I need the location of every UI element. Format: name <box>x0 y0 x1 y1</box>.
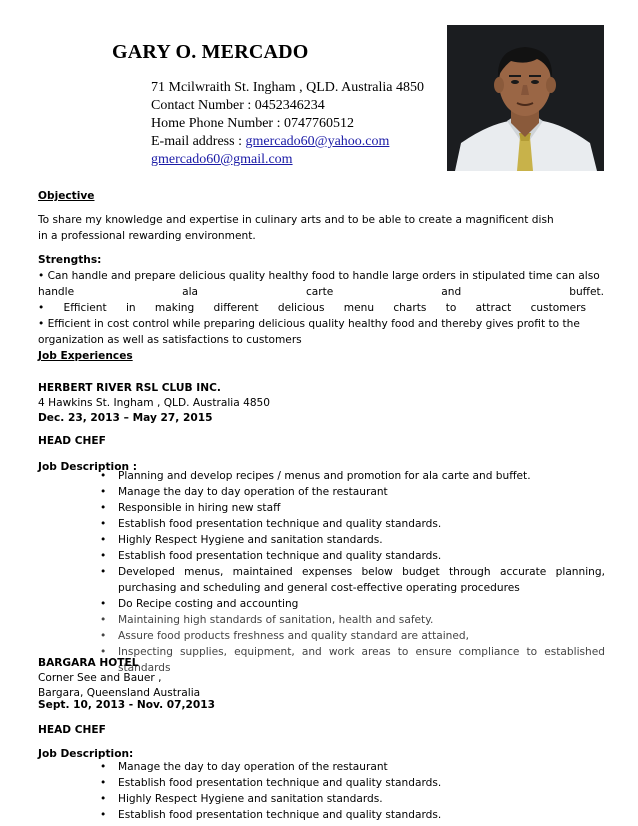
duty-text: Establish food presentation technique and quality standards. <box>118 550 442 562</box>
job2-employer: BARGARA HOTEL <box>38 657 139 669</box>
list-item <box>100 807 605 823</box>
email-link-yahoo[interactable]: gmercado60@yahoo.com <box>245 134 390 149</box>
duty-text: Highly Respect Hygiene and sanitation standards. <box>118 534 383 546</box>
address-line: 71 Mcilwraith St. Ingham , QLD. Australia 4850 <box>151 80 424 95</box>
list-item <box>100 532 605 548</box>
strength-line-3: • Efficient in making different delicious menu charts to attract customers <box>38 302 586 314</box>
email-line <box>151 133 424 151</box>
email-link-gmail[interactable]: gmercado60@gmail.com <box>151 152 293 167</box>
list-item <box>100 516 605 532</box>
list-item <box>100 500 605 516</box>
strength-line-5: organization as well as satisfactions to customers <box>38 334 302 346</box>
duty-text: Inspecting supplies, equipment, and work areas to ensure compliance to established standards <box>118 646 605 674</box>
duty-text: Maintaining high standards of sanitation, health and safety. <box>118 614 434 626</box>
duty-text: Assure food products freshness and quality standard are attained, <box>118 630 469 642</box>
strength-line-1: • Can handle and prepare delicious quality healthy food to handle large orders in stipulated time can also <box>38 270 600 282</box>
profile-photo <box>447 25 604 171</box>
list-item <box>100 628 605 644</box>
duty-text: Establish food presentation technique and quality standards. <box>118 809 442 821</box>
strength-line-2: handle ala carte and buffet. <box>38 286 604 298</box>
bullet-icon: • <box>100 777 107 789</box>
home-phone-line: Home Phone Number : 0747760512 <box>151 116 354 131</box>
duty-text: Establish food presentation technique and quality standards. <box>118 518 442 530</box>
job1-description-heading: Job Description : <box>38 461 137 473</box>
list-item <box>100 468 605 484</box>
bullet-icon: • <box>100 793 107 805</box>
duty-text: Manage the day to day operation of the restaurant <box>118 761 388 773</box>
bullet-icon: • <box>100 809 107 821</box>
job1-dates: Dec. 23, 2013 – May 27, 2015 <box>38 412 213 424</box>
bullet-icon: • <box>100 470 107 482</box>
job2-dates: Sept. 10, 2013 - Nov. 07,2013 <box>38 699 216 711</box>
list-item <box>100 596 605 612</box>
duty-text: Developed menus, maintained expenses below budget through accurate planning, purchasing and scheduling and general cost-effective operating procedures <box>118 566 605 594</box>
job2-title: HEAD CHEF <box>38 724 106 736</box>
bullet-icon: • <box>100 518 107 530</box>
bullet-icon: • <box>100 566 107 578</box>
list-item <box>100 791 605 807</box>
job2-address-1: Corner See and Bauer , <box>38 672 162 684</box>
job-experiences-heading: Job Experiences <box>38 350 133 362</box>
bullet-icon: • <box>100 486 107 498</box>
job1-address: 4 Hawkins St. Ingham , QLD. Australia 4850 <box>38 397 271 409</box>
job1-employer: HERBERT RIVER RSL CLUB INC. <box>38 382 221 394</box>
email-label: E-mail address : <box>151 134 246 149</box>
objective-line-1: To share my knowledge and expertise in culinary arts and to be able to create a magnificent dish <box>38 214 554 226</box>
email-line-2 <box>151 151 424 169</box>
list-item <box>100 759 605 775</box>
duty-text: Responsible in hiring new staff <box>118 502 281 514</box>
bullet-icon: • <box>100 630 107 642</box>
objective-heading: Objective <box>38 190 95 202</box>
job1-title: HEAD CHEF <box>38 435 106 447</box>
bullet-icon: • <box>100 598 107 610</box>
bullet-icon: • <box>100 502 107 514</box>
job2-duties-list <box>100 759 605 823</box>
applicant-name: GARY O. MERCADO <box>112 41 309 63</box>
list-item <box>100 775 605 791</box>
objective-line-2: in a professional rewarding environment. <box>38 230 256 242</box>
strengths-heading: Strengths: <box>38 254 102 266</box>
bullet-icon: • <box>100 534 107 546</box>
duty-text: Establish food presentation technique and quality standards. <box>118 777 442 789</box>
bullet-icon: • <box>100 761 107 773</box>
duty-text: Planning and develop recipes / menus and promotion for ala carte and buffet. <box>118 470 531 482</box>
portrait-illustration <box>447 25 604 171</box>
duty-text: Highly Respect Hygiene and sanitation standards. <box>118 793 383 805</box>
list-item <box>100 548 605 564</box>
duty-text: Do Recipe costing and accounting <box>118 598 299 610</box>
bullet-icon: • <box>100 646 107 658</box>
contact-block <box>151 79 424 169</box>
duty-text: Manage the day to day operation of the restaurant <box>118 486 388 498</box>
list-item <box>100 612 605 628</box>
bullet-icon: • <box>100 550 107 562</box>
list-item <box>100 484 605 500</box>
strength-line-4: • Efficient in cost control while preparing delicious quality healthy food and thereby gives profit to the <box>38 318 580 330</box>
contact-number-line: Contact Number : 0452346234 <box>151 98 325 113</box>
job2-address-2: Bargara, Queensland Australia <box>38 687 201 699</box>
job1-duties-list <box>100 468 605 676</box>
job2-description-heading: Job Description: <box>38 748 134 760</box>
list-item <box>100 564 605 596</box>
bullet-icon: • <box>100 614 107 626</box>
